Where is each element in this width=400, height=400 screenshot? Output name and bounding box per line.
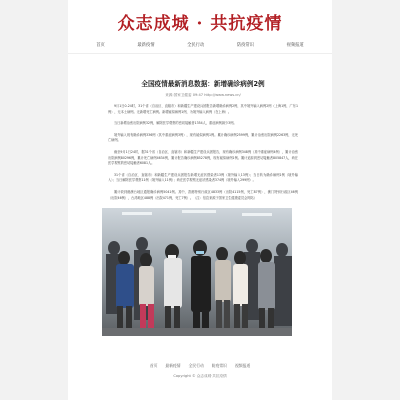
nav-item-video[interactable]: 视频报道 [286, 43, 304, 48]
article-paragraph: 31个省（自治区、直辖市）和新疆生产建设兵团报告新增无症状感染者13例（境外输入13例）；当日转为确诊病例1例（境外输入）；当日解除医学观察11例（境外输入11例）；尚在医学观察无症状感染者374例（境外输入299例）。 [108, 172, 298, 183]
article-paragraph: 9月1日0-24时，31个省（自治区、直辖市）和新疆生产建设兵团报告新增确诊病例2例，其中境外输入病例2例（上海1例，广东1例），无本土病例。无新增死亡病例。新增疑似病例1例，为境外输入病例（在上海）。 [108, 104, 298, 114]
footer-link-knowledge[interactable]: 防疫常识 [211, 363, 227, 368]
article-paragraph: 截至9月1日24时，据31个省（自治区、直辖市）和新疆生产建设兵团报告，现有确诊病例348例（其中重症病例4例），累计治愈出院病例80296例，累计死亡病例4634例，累计报告确诊病例85278例，现有疑似病例1例。累计追踪到密切接触者805847人，尚在医学观察的密切接触者6081人。 [108, 149, 298, 166]
footer-link-action[interactable]: 全民行动 [188, 363, 204, 368]
footer-link-video[interactable]: 视频报道 [234, 363, 251, 368]
nav-divider [68, 53, 332, 54]
article-title: 全国疫情最新消息数据：新增确诊病例2例 [141, 80, 265, 88]
copyright-text: Copyright © 众志成城·共抗疫情 [173, 374, 227, 378]
article [108, 60, 298, 204]
article-source: 来源:国家卫健委 09:47 http://www.news.cn/ [165, 93, 241, 97]
nav-item-home[interactable]: 首页 [96, 43, 105, 48]
site-banner [68, 6, 332, 36]
page-container [68, 0, 332, 400]
article-paragraph: 当日新增治愈出院病例32例，解除医学观察的密切接触者1354人，重症病例减少3例。 [114, 121, 237, 126]
nav-item-action[interactable]: 全民行动 [187, 43, 205, 48]
article-paragraph: 累计收到港澳台地区通报确诊病例5041例。其中，香港特别行政区4833例（出院4115例，死亡87例），澳门特别行政区46例（出院46例），台湾地区488例（出院471例，死亡7例）。（注：信息来源于国家卫生健康委员会网站） [108, 189, 298, 200]
nav-item-knowledge[interactable]: 防疫常识 [236, 43, 255, 48]
footer-link-latest[interactable]: 最新疫情 [165, 363, 181, 368]
nav-item-latest[interactable]: 最新疫情 [137, 43, 155, 48]
site-title: 众志成城 · 共抗疫情 [117, 13, 283, 34]
article-photo [102, 208, 292, 336]
main-nav [68, 40, 332, 50]
article-paragraph: 境外输入现有确诊病例336例（其中重症病例3例），现有疑似病例1例。累计确诊病例2599例，累计治愈出院病例2263例，无死亡病例。 [108, 132, 298, 143]
footer-link-home[interactable]: 首页 [149, 363, 158, 368]
footer-nav [68, 363, 332, 369]
